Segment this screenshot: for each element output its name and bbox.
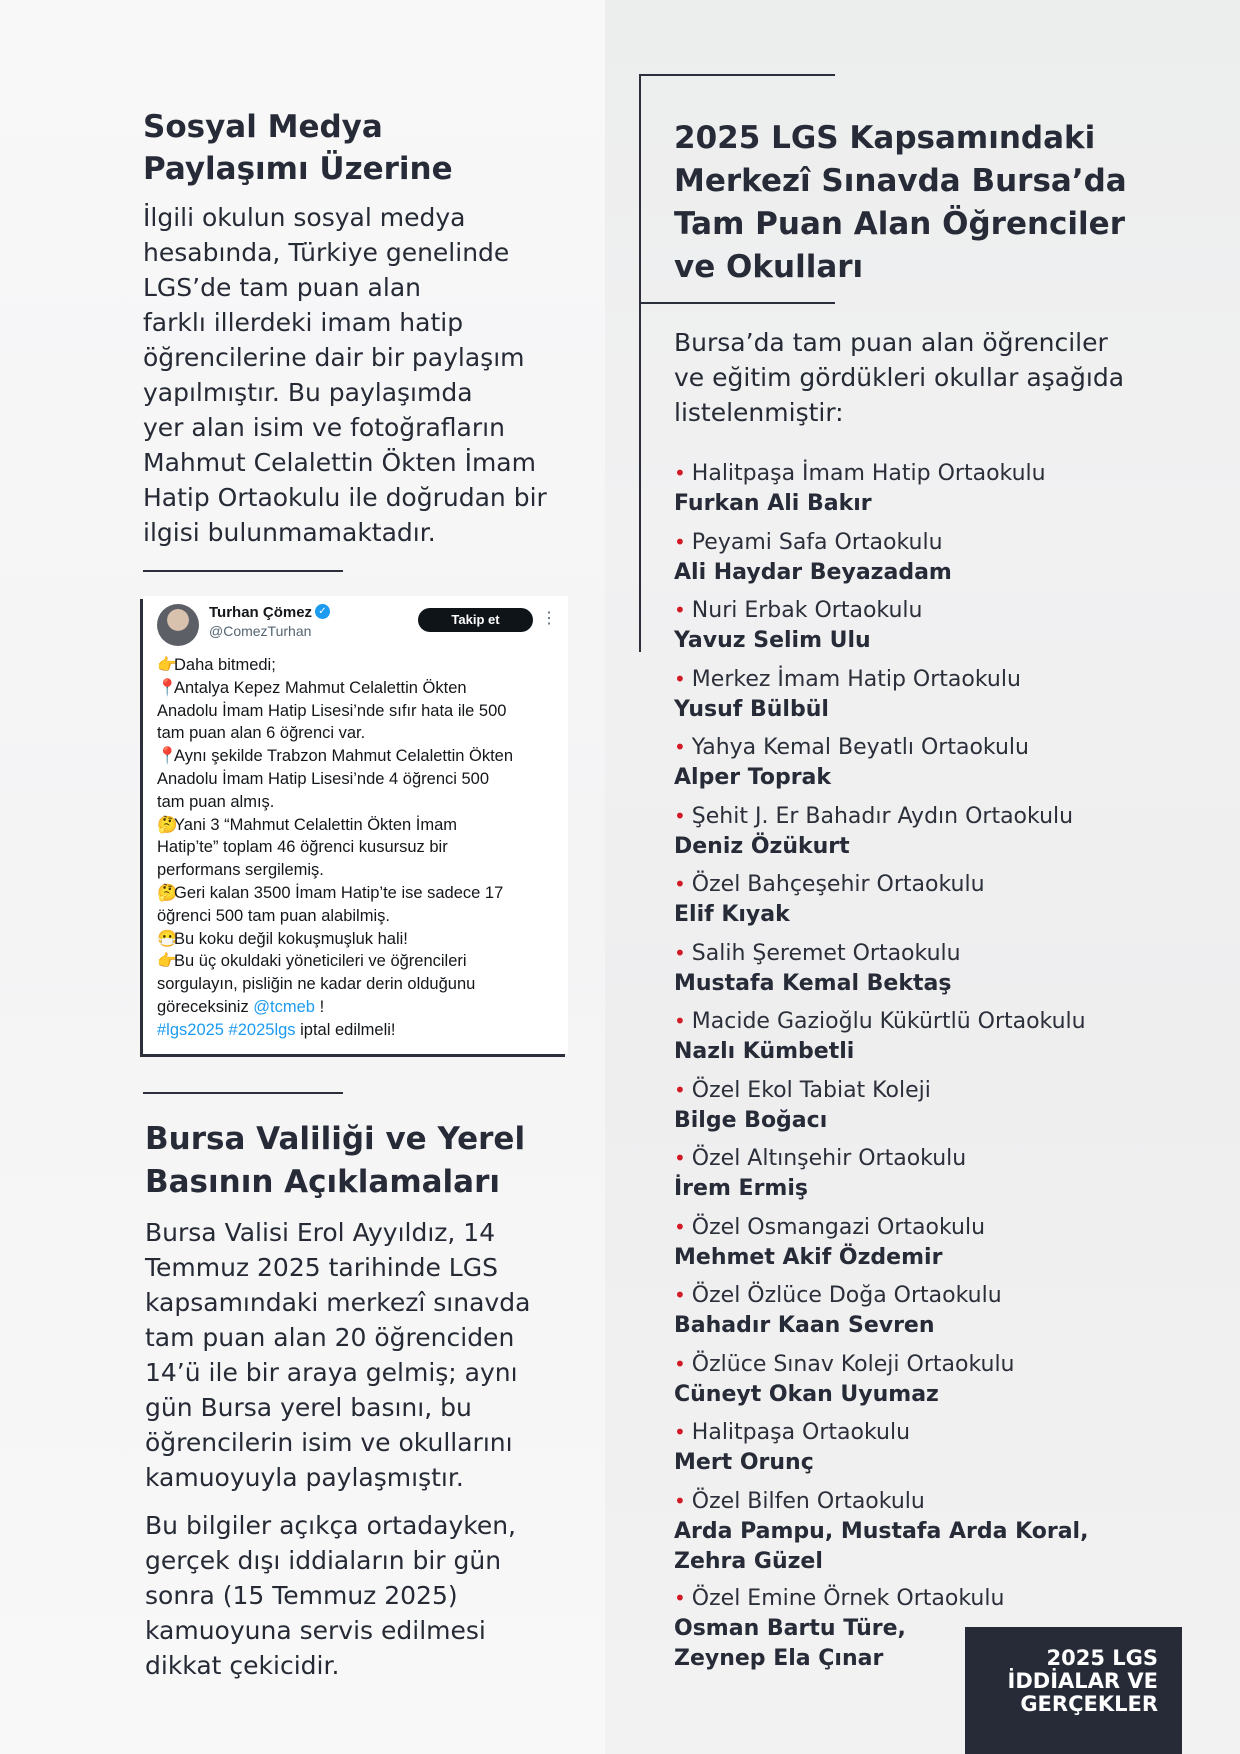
bullet-icon: • [674, 1146, 686, 1170]
school-name [674, 1143, 1194, 1174]
school-name-text: Nuri Erbak Ortaokulu [691, 598, 923, 623]
student-names: Osman Bartu Türe, [674, 1615, 906, 1641]
bullet-icon: • [674, 529, 686, 554]
list-item [674, 527, 1194, 588]
divider [143, 570, 343, 572]
tweet-author-name[interactable]: Turhan Çömez [209, 604, 313, 621]
student-names: Bilge Boğacı [674, 1107, 828, 1133]
school-name-text: Özel Bilfen Ortaokulu [691, 1488, 925, 1514]
bullet-icon: • [674, 872, 686, 896]
school-name [674, 1349, 1194, 1380]
tweet-line-text: Antalya Kepez Mahmut Celalettin Ökten [174, 678, 467, 697]
section-bursa-governor [145, 1118, 585, 1204]
paragraph-line: Hatip Ortaokulu ile doğrudan bir [143, 483, 547, 512]
student-names: İrem Ermiş [674, 1176, 808, 1201]
school-name-text: Özel Emine Örnek Ortaokulu [691, 1585, 1005, 1611]
emoji-icon: 👉 [157, 656, 178, 674]
school-name [674, 1006, 1194, 1037]
school-name-text: Peyami Safa Ortaokulu [691, 529, 943, 555]
student-names: Mert Orunç [674, 1450, 814, 1475]
list-item [674, 1280, 1194, 1341]
school-list [674, 458, 1194, 1680]
more-options-icon[interactable]: ⋮ [541, 610, 557, 627]
tweet-line [157, 654, 562, 677]
list-item [674, 595, 1194, 656]
student-names: Elif Kıyak [674, 902, 790, 927]
list-item [674, 664, 1194, 725]
tweet-line-text: ! [314, 997, 325, 1016]
tweet-line [157, 928, 562, 951]
paragraph-line: LGS’de tam puan alan [143, 273, 421, 302]
tweet-line-text: iptal edilmeli! [295, 1020, 396, 1039]
tweet-line-text: performans sergilemiş. [157, 861, 324, 880]
paragraph-line: gerçek dışı iddiaların bir gün [145, 1546, 502, 1575]
student-names: Yavuz Selim Ulu [674, 628, 871, 653]
section-social-media [143, 106, 583, 190]
emoji-icon: 🤔 [157, 883, 178, 902]
paragraph-line: kapsamındaki merkezî sınavda [145, 1288, 531, 1317]
paragraph-line: öğrencilerin isim ve okullarını [145, 1428, 513, 1457]
paragraph-line: sonra (15 Temmuz 2025) [145, 1581, 458, 1610]
tweet-line-text: sorgulayın, pisliğin ne kadar derin olduğunu [157, 975, 476, 994]
school-name [674, 527, 1194, 558]
bullet-icon: • [674, 1214, 686, 1239]
tweet-line [157, 768, 562, 791]
paragraph-bursa-governor [145, 1215, 595, 1495]
bullet-icon: • [674, 940, 686, 965]
tweet-line [157, 745, 562, 768]
bullet-icon: • [674, 666, 686, 691]
paragraph-line: Temmuz 2025 tarihinde LGS [145, 1253, 498, 1282]
bullet-icon: • [674, 461, 686, 485]
student-names: Ali Haydar Beyazadam [674, 559, 952, 585]
school-name-text: Şehit J. Er Bahadır Aydın Ortaokulu [691, 803, 1074, 829]
paragraph-line: 14’ü ile bir araya gelmiş; aynı [145, 1358, 518, 1387]
tweet-line [157, 700, 562, 723]
tweet-line-text: Bu üç okuldaki yöneticileri ve öğrencileri [174, 952, 467, 971]
school-name [674, 732, 1194, 763]
student-names: Deniz Özükurt [674, 833, 850, 859]
student-names: Mustafa Kemal Bektaş [674, 970, 952, 996]
school-name-text: Özel Ekol Tabiat Koleji [691, 1077, 931, 1103]
paragraph-line: dikkat çekicidir. [145, 1651, 340, 1680]
paragraph-line: kamuoyuyla paylaşmıştır. [145, 1463, 464, 1492]
paragraph-line: tam puan alan 20 öğrenciden [145, 1323, 515, 1352]
paragraph-line: İlgili okulun sosyal medya [143, 203, 466, 232]
student-names: Furkan Ali Bakır [674, 491, 872, 516]
school-name [674, 1583, 1194, 1614]
school-name [674, 1280, 1194, 1311]
tweet-author-handle[interactable]: @ComezTurhan [209, 623, 312, 639]
list-item [674, 732, 1194, 793]
tweet-line-text: tam puan almış. [157, 792, 275, 811]
list-item [674, 1486, 1194, 1577]
school-name [674, 1075, 1194, 1106]
list-item [674, 458, 1194, 519]
bullet-icon: • [674, 1351, 686, 1376]
list-item [674, 1143, 1194, 1204]
paragraph-line: Mahmut Celalettin Ökten İmam [143, 448, 536, 477]
tweet-line [157, 859, 562, 882]
bullet-icon: • [674, 1077, 686, 1102]
tweet-line [157, 996, 562, 1019]
avatar[interactable] [157, 604, 199, 646]
school-name [674, 1486, 1194, 1517]
school-name-text: Özlüce Sınav Koleji Ortaokulu [691, 1351, 1015, 1377]
paragraph-line: öğrencilerine dair bir paylaşım [143, 343, 525, 372]
emoji-icon: 📍 [157, 747, 178, 766]
paragraph-line: yer alan isim ve fotoğrafların [143, 413, 505, 442]
tweet-line [157, 791, 562, 814]
student-names: Zeynep Ela Çınar [674, 1645, 884, 1671]
emoji-icon: 👉 [157, 952, 178, 971]
bullet-icon: • [674, 598, 686, 622]
list-item [674, 1417, 1194, 1478]
paragraph-line: Bu bilgiler açıkça ortadayken, [145, 1511, 517, 1540]
student-names: Alper Toprak [674, 765, 832, 790]
tweet-line-text: Anadolu İmam Hatip Lisesi’nde sıfır hata ile 500 [157, 701, 507, 720]
list-item [674, 1349, 1194, 1410]
paragraph-line: kamuoyuna servis edilmesi [145, 1616, 486, 1645]
section-title-social-media: Sosyal Medya Paylaşımı Üzerine [143, 109, 453, 187]
paragraph-line: ilgisi bulunmamaktadır. [143, 518, 436, 547]
list-item [674, 1006, 1194, 1067]
student-names: Arda Pampu, Mustafa Arda Koral, [674, 1518, 1089, 1544]
school-name [674, 801, 1194, 832]
tweet-line [157, 836, 562, 859]
frame-vertical-rule [639, 74, 641, 652]
paragraph-conclusion [145, 1508, 595, 1683]
student-names: Nazlı Kümbetli [674, 1039, 855, 1064]
student-names: Mehmet Akif Özdemir [674, 1244, 943, 1270]
intro-line: Bursa’da tam puan alan öğrenciler [674, 328, 1108, 357]
tweet-line-text: Bu koku değil kokuşmuşluk hali! [174, 929, 408, 948]
school-name-text: Özel Altınşehir Ortaokulu [691, 1146, 967, 1171]
school-name [674, 1212, 1194, 1243]
tweet-line [157, 814, 562, 837]
tweet-line-text: Hatip’te” toplam 46 öğrenci kusursuz bir [157, 838, 448, 857]
paragraph-line: hesabında, Türkiye genelinde [143, 238, 510, 267]
divider [143, 1092, 343, 1094]
school-name [674, 938, 1194, 969]
bullet-icon: • [674, 1420, 686, 1444]
tweet-line-text: Anadolu İmam Hatip Lisesi’nde 4 öğrenci 500 [157, 769, 490, 788]
list-item [674, 869, 1194, 930]
emoji-icon: 😷 [157, 929, 178, 948]
page-title: 2025 LGS Kapsamındaki Merkezî Sınavda Bursa’da Tam Puan Alan Öğrenciler ve Okulları [674, 120, 1127, 285]
school-name-text: Halitpaşa Ortaokulu [691, 1420, 911, 1445]
emoji-icon: 📍 [157, 678, 178, 697]
student-names: Cüneyt Okan Uyumaz [674, 1381, 939, 1407]
school-name [674, 1417, 1194, 1448]
bullet-icon: • [674, 1585, 686, 1610]
verified-badge-icon: ✓ [315, 604, 330, 619]
section-title-bursa-governor: Bursa Valiliği ve Yerel Basının Açıklamaları [145, 1121, 526, 1200]
title-badge: 2025 LGS İDDİALAR VE GERÇEKLER [965, 1627, 1182, 1754]
tweet-line-text: öğrenci 500 tam puan alabilmiş. [157, 906, 390, 925]
list-item [674, 801, 1194, 862]
tweet-line [157, 950, 562, 973]
mention-link[interactable]: @tcmeb [253, 997, 315, 1016]
tweet-line [157, 722, 562, 745]
right-title [674, 117, 1214, 289]
list-item [674, 1212, 1194, 1273]
tweet-line [157, 905, 562, 928]
tweet-line-text: Yani 3 “Mahmut Celalettin Ökten İmam [174, 815, 458, 834]
paragraph-line: yapılmıştır. Bu paylaşımda [143, 378, 473, 407]
hashtag-link[interactable]: #lgs2025 #2025lgs [157, 1020, 296, 1039]
paragraph-line: Bursa Valisi Erol Ayyıldız, 14 [145, 1218, 496, 1247]
school-name-text: Yahya Kemal Beyatlı Ortaokulu [691, 735, 1029, 760]
frame-top-rule [639, 74, 835, 76]
tweet-card [143, 596, 568, 1054]
school-name [674, 869, 1194, 900]
bullet-icon: • [674, 735, 686, 759]
list-item [674, 1075, 1194, 1136]
student-names: Zehra Güzel [674, 1548, 823, 1574]
tweet-text [157, 654, 562, 1042]
bullet-icon: • [674, 1488, 686, 1513]
bullet-icon: • [674, 803, 686, 828]
intro-text [674, 325, 1219, 430]
school-name-text: Özel Özlüce Doğa Ortaokulu [691, 1283, 1002, 1308]
school-name-text: Halitpaşa İmam Hatip Ortaokulu [691, 461, 1046, 486]
tweet-line [157, 1019, 562, 1042]
school-name-text: Özel Bahçeşehir Ortaokulu [691, 872, 985, 897]
school-name-text: Özel Osmangazi Ortaokulu [691, 1214, 986, 1240]
bullet-icon: • [674, 1009, 686, 1033]
paragraph-line: gün Bursa yerel basını, bu [145, 1393, 472, 1422]
paragraph-social-media [143, 200, 593, 550]
intro-line: listelenmiştir: [674, 398, 844, 427]
frame-bottom-rule [639, 302, 835, 304]
tweet-line-text: Aynı şekilde Trabzon Mahmut Celalettin Ökten [174, 747, 514, 766]
school-name [674, 458, 1194, 489]
tweet-line-text: Daha bitmedi; [174, 656, 276, 674]
tweet-line-text: göreceksiniz [157, 997, 254, 1016]
bullet-icon: • [674, 1283, 686, 1307]
intro-line: ve eğitim gördükleri okullar aşağıda [674, 363, 1125, 392]
school-name-text: Macide Gazioğlu Kükürtlü Ortaokulu [691, 1009, 1086, 1034]
school-name [674, 664, 1194, 695]
list-item [674, 938, 1194, 999]
tweet-line-text: tam puan alan 6 öğrenci var. [157, 724, 366, 743]
school-name [674, 595, 1194, 626]
tweet-line-text: Geri kalan 3500 İmam Hatip’te ise sadece 17 [174, 883, 504, 902]
tweet-line [157, 882, 562, 905]
tweet-line [157, 677, 562, 700]
paragraph-line: farklı illerdeki imam hatip [143, 308, 464, 337]
school-name-text: Merkez İmam Hatip Ortaokulu [691, 666, 1021, 692]
follow-button[interactable]: Takip et [418, 608, 533, 632]
school-name-text: Salih Şeremet Ortaokulu [691, 940, 961, 966]
tweet-line [157, 973, 562, 996]
student-names: Yusuf Bülbül [674, 696, 829, 722]
student-names: Bahadır Kaan Sevren [674, 1313, 935, 1338]
emoji-icon: 🤔 [157, 815, 178, 834]
